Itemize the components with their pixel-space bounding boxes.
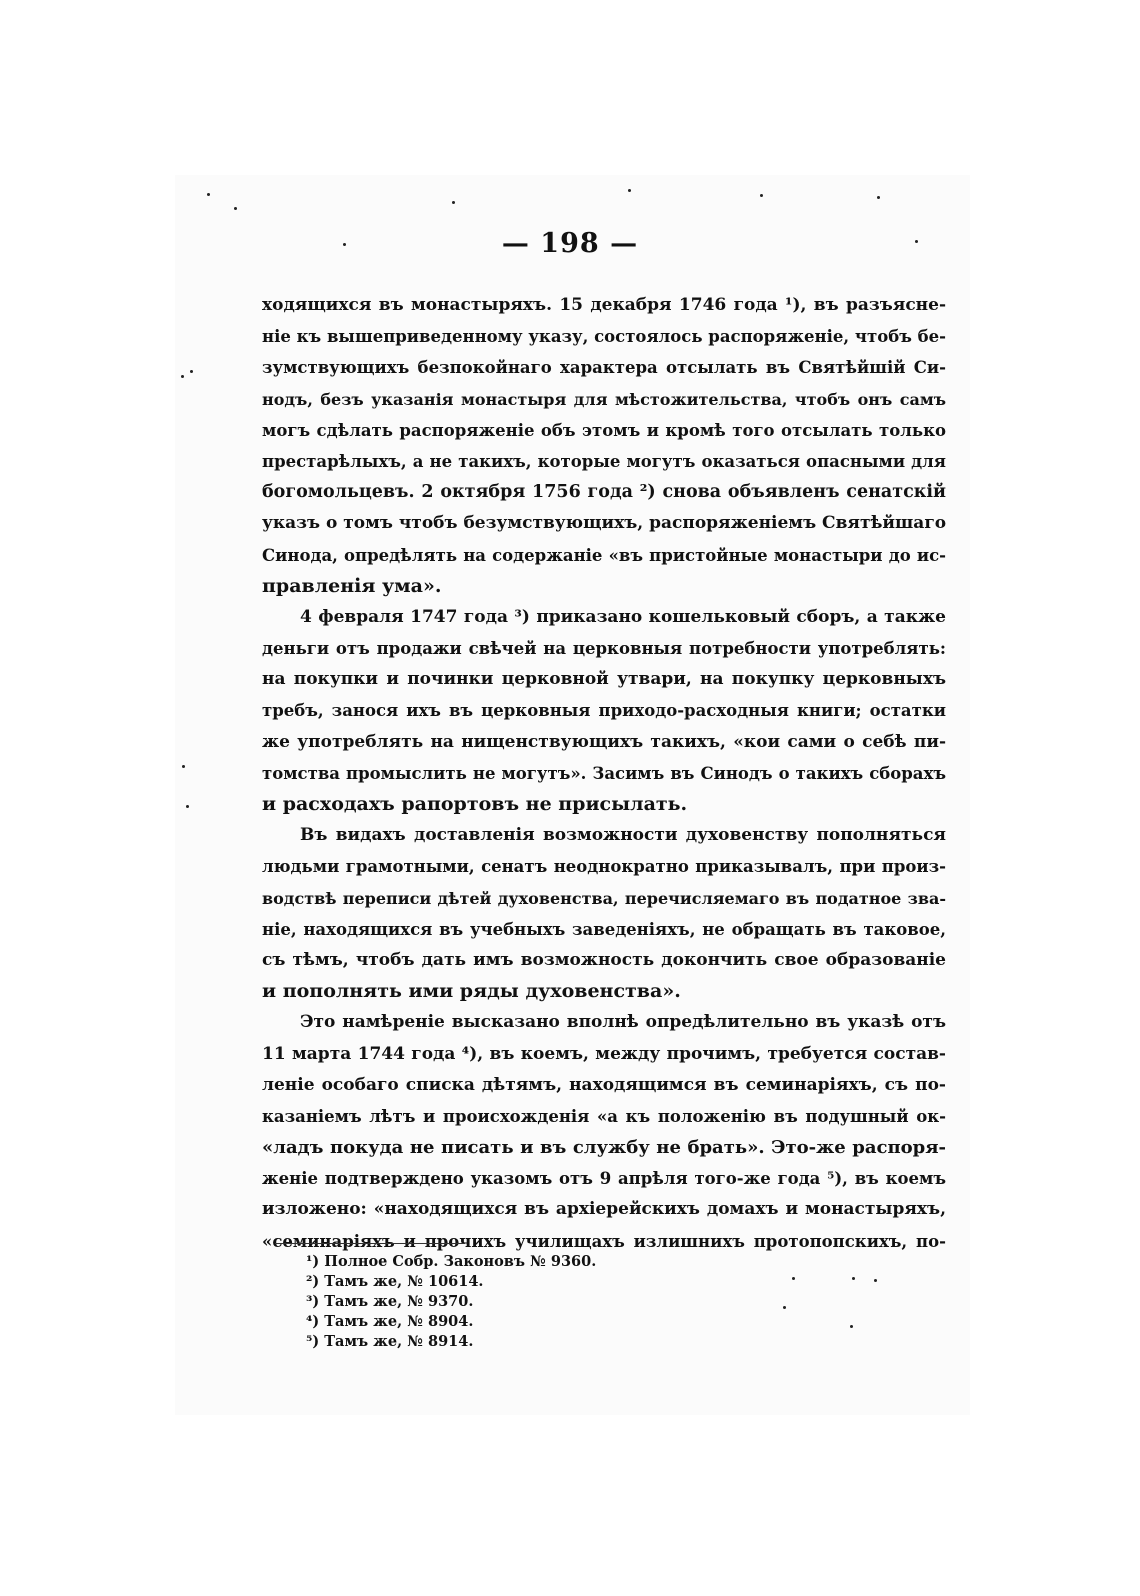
- footnote: ²) Тамъ же, № 10614.: [306, 1273, 484, 1290]
- scan-speck: [792, 1277, 795, 1280]
- scan-speck: [186, 805, 189, 808]
- text-line: нодъ, безъ указанія монастыря для мѣстожительства, чтобъ онъ самъ: [262, 389, 946, 409]
- scan-speck: [783, 1306, 786, 1309]
- footnote: ⁴) Тамъ же, № 8904.: [306, 1313, 474, 1330]
- scan-speck: [850, 1325, 853, 1328]
- body-text: [262, 290, 946, 1257]
- text-line: людьми грамотными, сенатъ неоднократно приказывалъ, при произ-: [262, 857, 946, 877]
- text-line: требъ, занося ихъ въ церковныя приходо-расходныя книги; остатки: [262, 701, 946, 721]
- text-line: томства промыслить не могутъ». Засимъ въ Синодъ о такихъ сборахъ: [262, 763, 946, 783]
- scan-speck: [852, 1277, 855, 1280]
- page-number: — 198 —: [501, 228, 639, 259]
- text-line: водствѣ переписи дѣтей духовенства, перечисляемаго въ податное зва-: [262, 888, 946, 908]
- text-line: женіе подтверждено указомъ отъ 9 апрѣля того-же года ⁵), въ коемъ: [262, 1169, 946, 1189]
- text-line: богомольцевъ. 2 октября 1756 года ²) снова объявленъ сенатскій: [262, 482, 946, 503]
- scan-speck: [234, 207, 237, 210]
- scan-speck: [874, 1279, 877, 1282]
- paragraph-start-line: Это намѣреніе высказано вполнѣ опредѣлительно въ указѣ отъ: [300, 1012, 946, 1033]
- scan-speck: [207, 193, 210, 196]
- text-line: ніе къ вышеприведенному указу, состоялось распоряженіе, чтобъ бе-: [262, 327, 946, 347]
- text-line: ходящихся въ монастыряхъ. 15 декабря 1746 года ¹), въ разъясне-: [262, 295, 946, 315]
- scan-speck: [877, 196, 880, 199]
- footnote: ⁵) Тамъ же, № 8914.: [306, 1333, 474, 1350]
- scan-speck: [182, 765, 185, 768]
- text-line: на покупки и починки церковной утвари, на покупку церковныхъ: [262, 669, 946, 690]
- text-line: ніе, находящихся въ учебныхъ заведеніяхъ, не обращать въ таковое,: [262, 919, 946, 939]
- paragraph-start-line: 4 февраля 1747 года ³) приказано кошельковый сборъ, а также: [300, 606, 946, 627]
- scan-speck: [181, 375, 184, 378]
- text-line: и расходахъ рапортовъ не присылать.: [262, 793, 688, 815]
- text-line: указъ о томъ чтобъ безумствующихъ, распоряженіемъ Святѣйшаго: [262, 513, 947, 534]
- scan-speck: [452, 201, 455, 204]
- text-line: 11 марта 1744 года ⁴), въ коемъ, между прочимъ, требуется состав-: [262, 1043, 946, 1064]
- text-line: деньги отъ продажи свѣчей на церковныя потребности употреблять:: [262, 639, 946, 659]
- footnote-divider: [275, 1243, 465, 1244]
- footnote: ¹) Полное Собр. Законовъ № 9360.: [306, 1253, 597, 1270]
- text-line: правленія ума».: [262, 574, 442, 597]
- footnotes: [306, 1252, 706, 1352]
- text-line: съ тѣмъ, чтобъ дать имъ возможность докончить свое образованіе: [262, 949, 946, 970]
- text-line: Синода, опредѣлять на содержаніе «въ пристойные монастыри до ис-: [262, 545, 946, 565]
- text-line: казаніемъ лѣтъ и происхожденія «а къ положенію въ подушный ок-: [262, 1106, 946, 1126]
- text-line: престарѣлыхъ, а не такихъ, которые могутъ оказаться опасными для: [262, 451, 946, 471]
- footnote: ³) Тамъ же, № 9370.: [306, 1293, 474, 1310]
- text-line: и пополнять ими ряды духовенства».: [262, 980, 681, 1003]
- text-line: зумствующихъ безпокойнаго характера отсылать въ Святѣйшій Си-: [262, 358, 946, 378]
- scan-speck: [628, 189, 631, 192]
- scan-speck: [760, 194, 763, 197]
- text-line: «ладъ покуда не писать и въ службу не брать». Это-же распоря-: [262, 1137, 946, 1159]
- text-line: изложено: «находящихся въ архіерейскихъ домахъ и монастыряхъ,: [262, 1199, 946, 1220]
- text-line: «семинаріяхъ и прочихъ училищахъ излишнихъ протопопскихъ, по-: [262, 1231, 946, 1251]
- text-line: леніе особаго списка дѣтямъ, находящимся въ семинаріяхъ, съ по-: [262, 1074, 946, 1095]
- scan-speck: [190, 370, 193, 373]
- paragraph-start-line: Въ видахъ доставленія возможности духовенству пополняться: [300, 825, 946, 846]
- text-line: же употреблять на нищенствующихъ такихъ, «кои сами о себѣ пи-: [262, 731, 946, 752]
- text-line: могъ сдѣлать распоряженіе объ этомъ и кромѣ того отсылать только: [262, 420, 946, 440]
